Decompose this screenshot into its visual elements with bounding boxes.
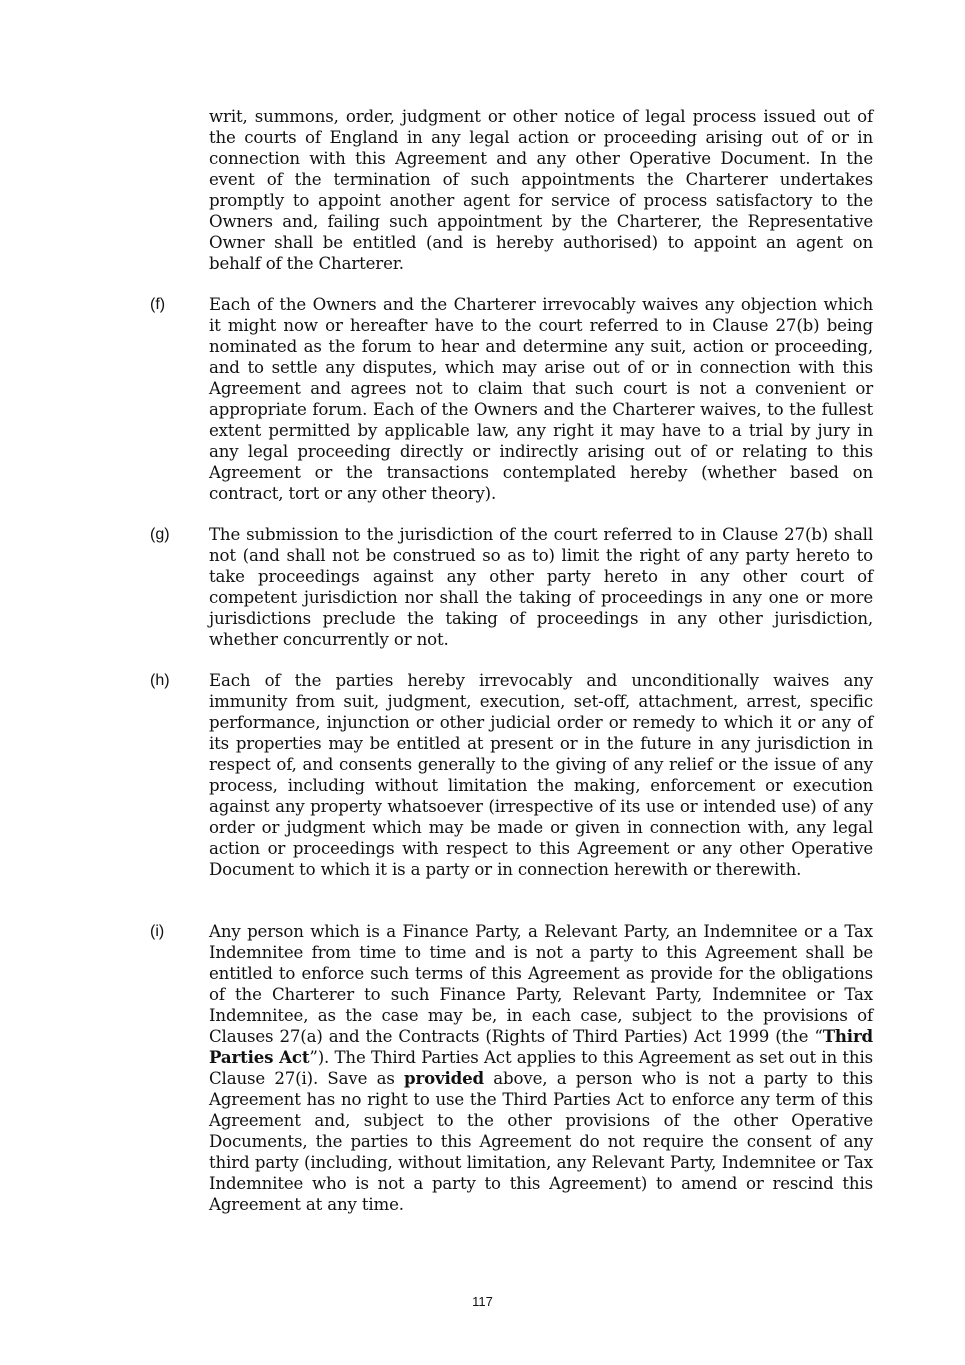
- page-number: 117: [472, 1294, 493, 1309]
- clause-g-text: The submission to the jurisdiction of the court referred to in Clause 27(b) shall not (and shall not be construed so as to) limit the right of any party hereto to take proceedings against any other party hereto in any other court of competent jurisdiction nor shall the taking of proceedings in any one or more jurisdictions preclude the taking of proceedings in any other jurisdiction, whether concurrently or not.: [209, 525, 873, 649]
- bold-term-provided: provided: [404, 1068, 484, 1088]
- clause-i-text: [209, 921, 873, 1215]
- clause-i-text-part-1: Any person which is a Finance Party, a Relevant Party, an Indemnitee or a Tax Indemnitee from time to time and is not a party to this Agreement shall be entitled to enforce such terms of this Agreement as provide for the obligations of the Charterer to such Finance Party, Relevant Party, Indemnitee or Tax Indemnitee, as the case may be, in each case, subject to the provisions of Clauses 27(a) and the Contracts (Rights of Third Parties) Act 1999 (the “: [209, 922, 873, 1046]
- clause-e-continuation: writ, summons, order, judgment or other notice of legal process issued out of the courts of England in any legal action or proceeding arising out of or in connection with this Agreement and any other Operative Document. In the event of the termination of such appointments the Charterer undertakes promptly to appoint another agent for service of process satisfactory to the Owners and, failing such appointment by the Charterer, the Representative Owner shall be entitled (and is hereby authorised) to appoint an agent on behalf of the Charterer.: [209, 107, 873, 273]
- clause-i-text-part-3: above, a person who is not a party to this Agreement has no right to use the Third Parties Act to enforce any term of this Agreement and, subject to the other provisions of the other Operative Documents, the parties to this Agreement do not require the consent of any third party (including, without limitation, any Relevant Party, Indemnitee or Tax Indemnitee who is not a party to this Agreement) to amend or rescind this Agreement at any time.: [209, 1069, 873, 1214]
- clause-g-label: (g): [150, 526, 170, 543]
- clause-h-text: Each of the parties hereby irrevocably and unconditionally waives any immunity from suit, judgment, execution, set-off, attachment, arrest, specific performance, injunction or other judicial order or remedy to which it or any of its properties may be entitled at present or in the future in any jurisdiction in respect of, and consents generally to the giving of any relief or the issue of any process, including without limitation the making, enforcement or execution against any property whatsoever (irrespective of its use or intended use) of any order or judgment which may be made or given in connection with, any legal action or proceedings with respect to this Agreement or any other Operative Document to which it is a party or in connection herewith or therewith.: [209, 671, 873, 879]
- clause-i-label: (i): [150, 923, 165, 940]
- clause-i-text-part-2: ”). The Third Parties Act applies to this Agreement as set out in this Clause 27(i). Save as: [209, 1048, 873, 1088]
- clause-f-label: (f): [150, 296, 166, 313]
- clause-h-label: (h): [150, 672, 170, 689]
- defined-term-third-parties-act: Third Parties Act: [209, 1026, 873, 1067]
- clause-f-text: Each of the Owners and the Charterer irrevocably waives any objection which it might now or hereafter have to the court referred to in Clause 27(b) being nominated as the forum to hear and determine any suit, action or proceeding, and to settle any disputes, which may arise out of or in connection with this Agreement and agrees not to claim that such court is not a convenient or appropriate forum. Each of the Owners and the Charterer waives, to the fullest extent permitted by applicable law, any right it may have to a trial by jury in any legal proceeding directly or indirectly arising out of or relating to this Agreement or the transactions contemplated hereby (whether based on contract, tort or any other theory).: [209, 295, 873, 503]
